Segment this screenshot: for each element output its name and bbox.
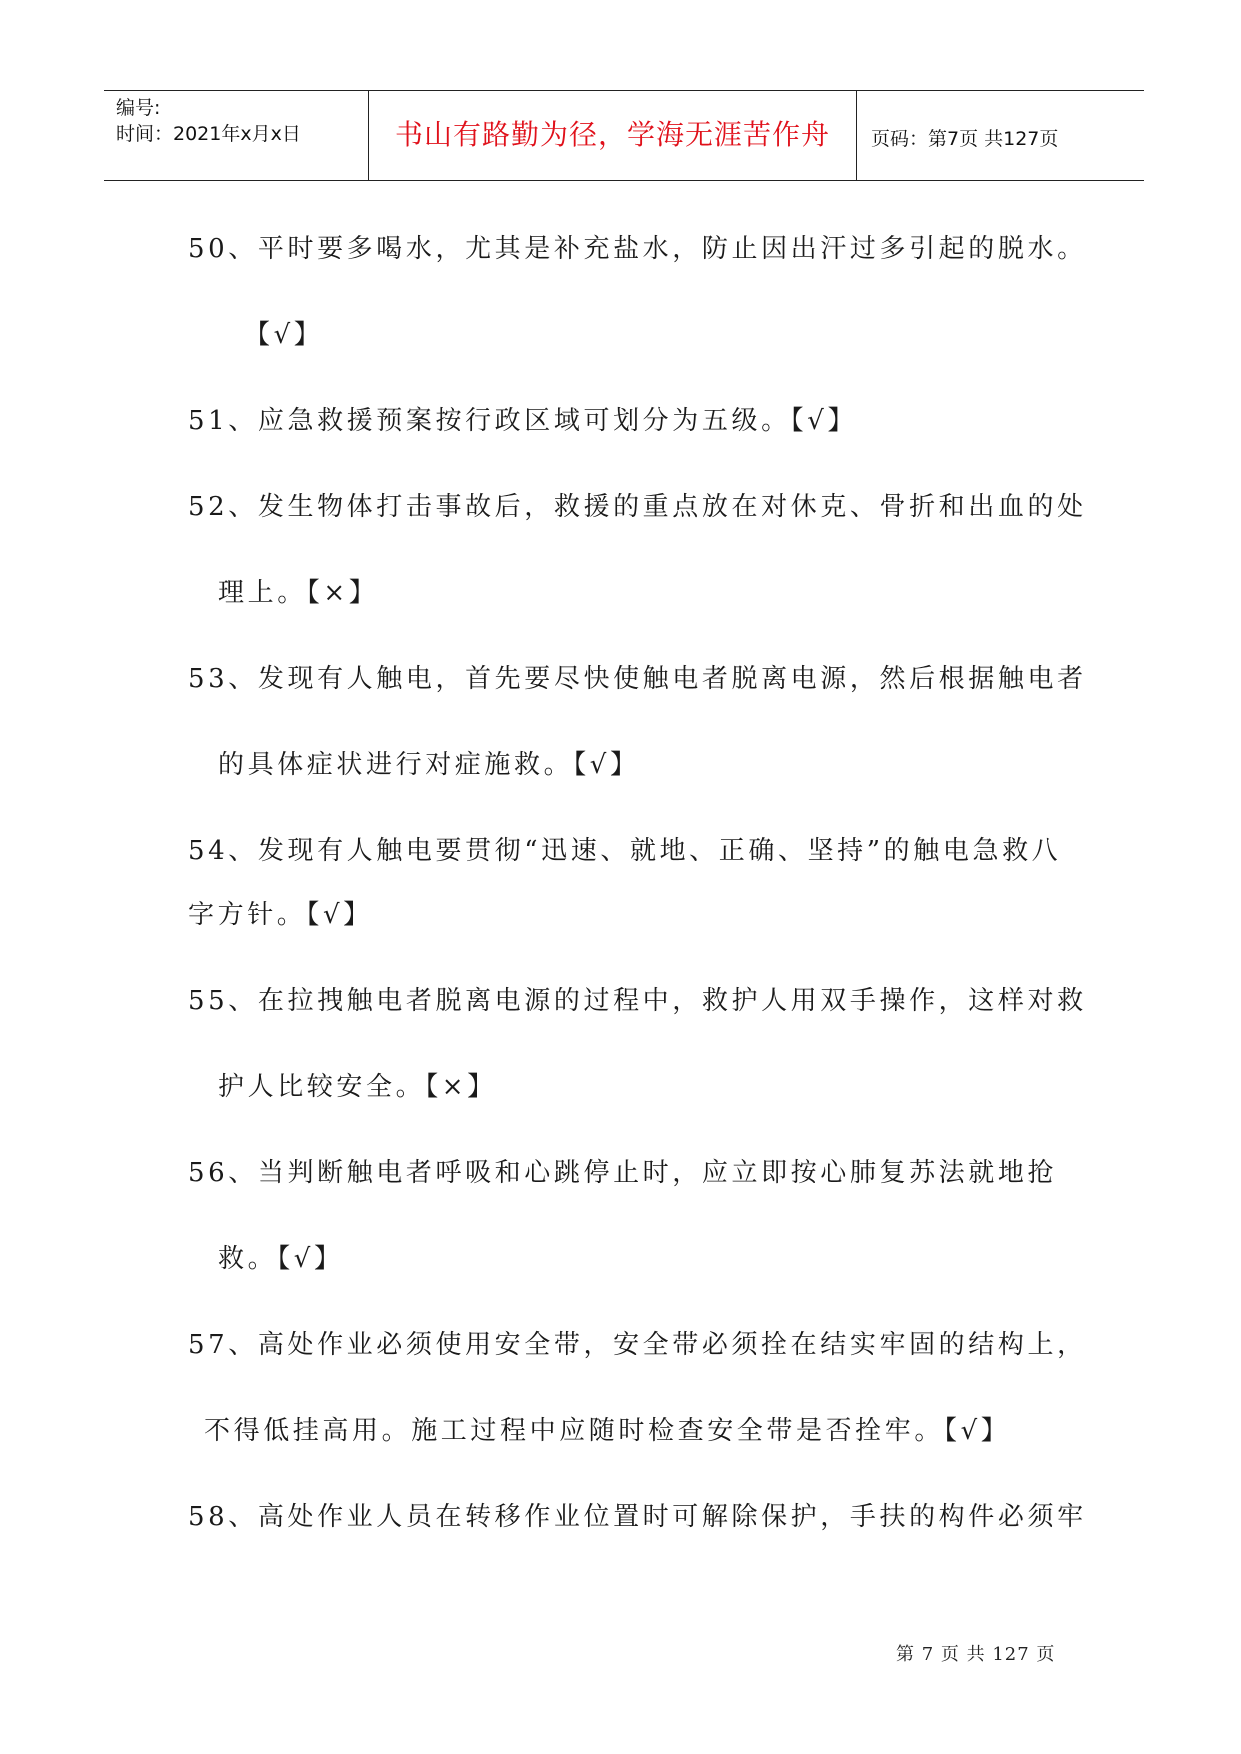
question-56-line-1: 56、当判断触电者呼吸和心跳停止时，应立即按心肺复苏法就地抢 xyxy=(188,1158,1058,1188)
question-50-answer: 【√】 xyxy=(244,320,324,350)
question-53-line-2: 的具体症状进行对症施救。【√】 xyxy=(218,750,640,780)
question-54-line-1: 54、发现有人触电要贯彻“迅速、就地、正确、坚持”的触电急救八 xyxy=(188,836,1062,866)
question-57-line-1: 57、高处作业必须使用安全带，安全带必须拴在结实牢固的结构上， xyxy=(188,1330,1087,1360)
question-55-line-1: 55、在拉拽触电者脱离电源的过程中，救护人用双手操作，这样对救 xyxy=(188,986,1087,1016)
question-56-line-2: 救。【√】 xyxy=(218,1244,344,1274)
page-footer: 第 7 页 共 127 页 xyxy=(896,1644,1056,1665)
question-52-line-1: 52、发生物体打击事故后，救援的重点放在对休克、骨折和出血的处 xyxy=(188,492,1087,522)
question-55-line-2: 护人比较安全。【×】 xyxy=(218,1072,497,1102)
date-label: 时间：2021年x月x日 xyxy=(116,123,301,145)
question-53-line-1: 53、发现有人触电，首先要尽快使触电者脱离电源，然后根据触电者 xyxy=(188,664,1087,694)
question-50-line-1: 50、平时要多喝水，尤其是补充盐水，防止因出汗过多引起的脱水。 xyxy=(188,234,1087,264)
header-motto-cell xyxy=(369,91,857,180)
page-number-label: 页码：第7页 共127页 xyxy=(871,128,1059,150)
question-54-line-2: 字方针。【√】 xyxy=(188,900,373,930)
question-58-line-1: 58、高处作业人员在转移作业位置时可解除保护，手扶的构件必须牢 xyxy=(188,1502,1087,1532)
page-header xyxy=(104,90,1144,181)
header-meta-cell xyxy=(104,91,369,180)
serial-number-label: 编号: xyxy=(116,97,161,119)
question-51: 51、应急救援预案按行政区域可划分为五级。【√】 xyxy=(188,406,858,436)
header-page-cell xyxy=(857,91,1144,180)
question-57-line-2: 不得低挂高用。施工过程中应随时检查安全带是否拴牢。【√】 xyxy=(204,1416,1011,1446)
question-52-line-2: 理上。【×】 xyxy=(218,578,379,608)
motto-text: 书山有路勤为径，学海无涯苦作舟 xyxy=(394,118,830,151)
